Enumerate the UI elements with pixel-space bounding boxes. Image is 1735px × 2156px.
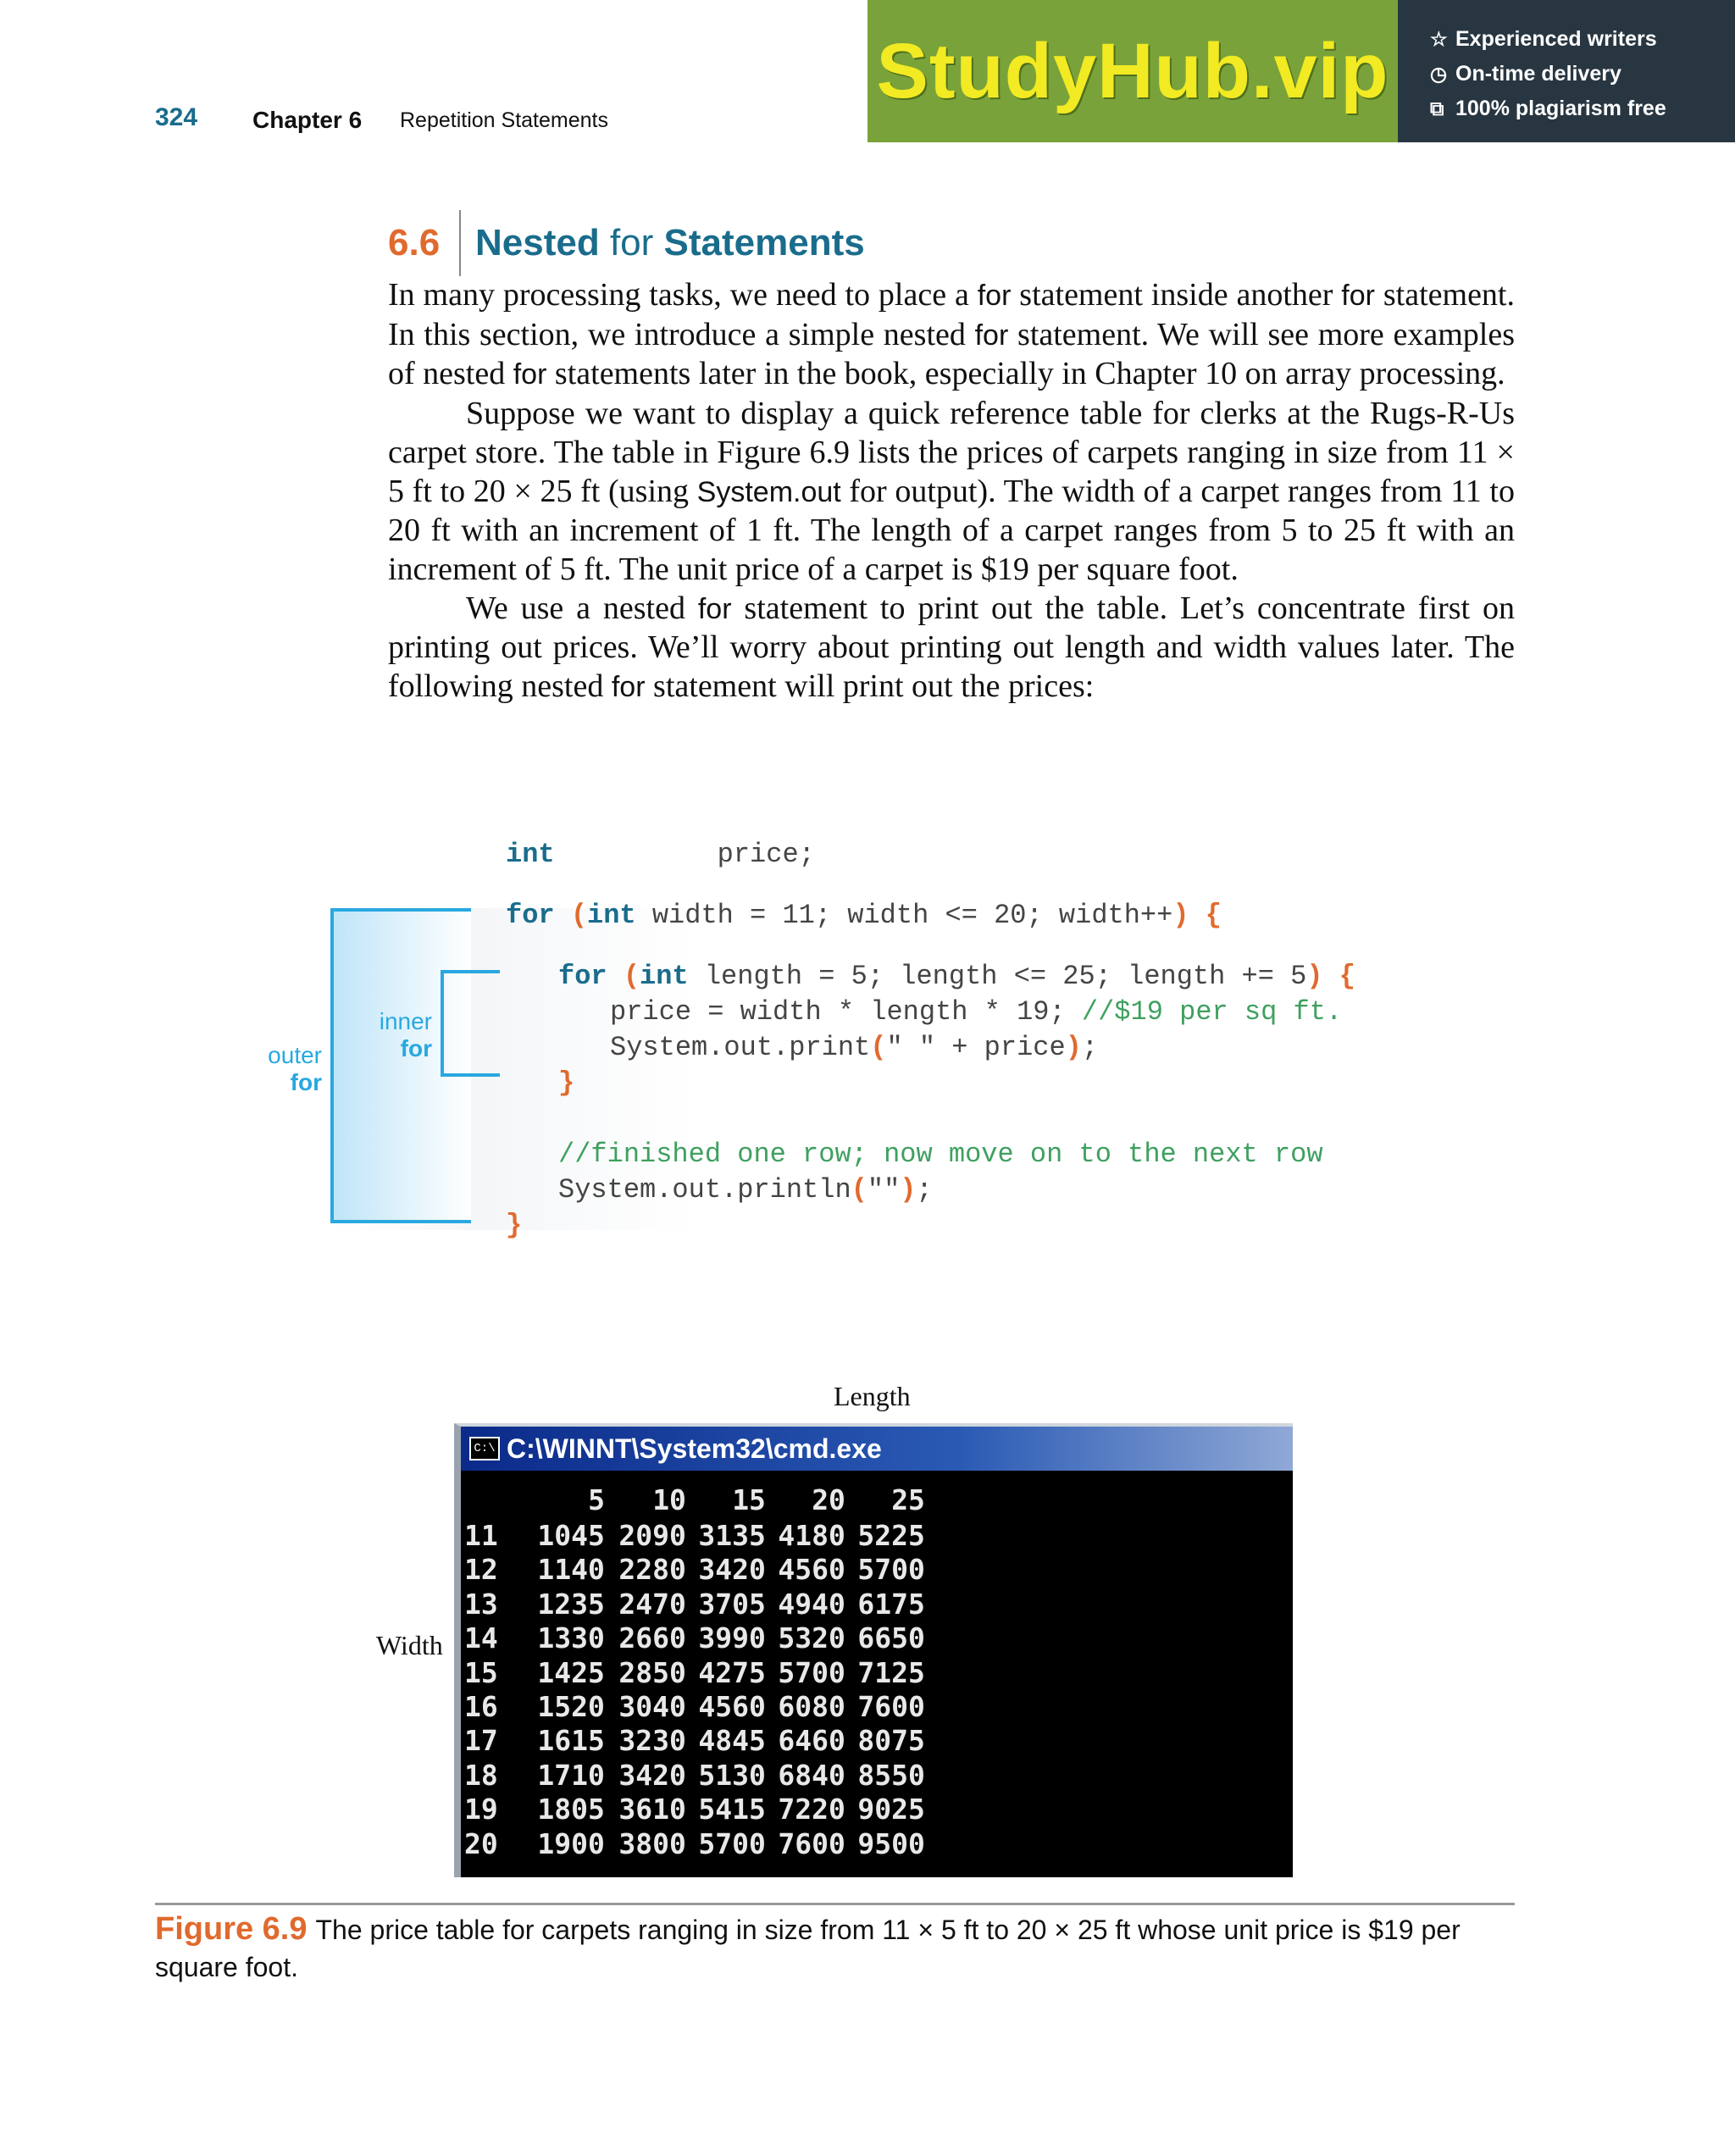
price-cell: 8550 xyxy=(857,1758,925,1792)
text-run: statement inside another xyxy=(1011,277,1342,313)
section-title xyxy=(475,222,865,264)
section-divider xyxy=(459,210,461,276)
price-cell: 3610 xyxy=(618,1793,686,1826)
price-cell: 7125 xyxy=(857,1655,925,1689)
code-text: ; xyxy=(1081,1032,1099,1063)
inner-label-text: inner xyxy=(379,1008,432,1034)
page-number: 324 xyxy=(155,103,198,131)
cmd-output xyxy=(461,1471,1293,1877)
price-cell: 4560 xyxy=(698,1690,766,1723)
price-cell: 3135 xyxy=(698,1519,766,1552)
code-kw: for xyxy=(506,900,555,931)
price-cell: 5130 xyxy=(698,1758,766,1792)
text-run: for output). The width of a carpet ranges from 11 to 20 ft with an increment of 1 ft. The length of a carpet ranges from 5 to 25 ft with an increment of 5 ft. The unit price of a carpet is $19 per square foot. xyxy=(388,473,1515,587)
clock-icon: ◷ xyxy=(1430,63,1448,85)
price-cell: 4180 xyxy=(778,1519,845,1552)
price-cell: 3800 xyxy=(618,1826,686,1860)
banner-feature-text: On-time delivery xyxy=(1455,62,1621,86)
price-cell: 5700 xyxy=(857,1553,925,1587)
text-run: In many processing tasks, we need to place a xyxy=(388,277,978,313)
code-punct: ( xyxy=(870,1032,887,1063)
banner-features xyxy=(1398,0,1735,142)
price-cell: 2090 xyxy=(618,1519,686,1552)
code-punct: ( xyxy=(851,1174,868,1205)
width-value: 12 xyxy=(464,1553,498,1587)
price-cell: 2470 xyxy=(618,1587,686,1621)
code-term: for xyxy=(977,280,1012,312)
caption-text: The price table for carpets ranging in size from 11 × 5 ft to 20 × 25 ft whose unit price is $19 per square foot. xyxy=(155,1915,1461,1982)
width-value: 15 xyxy=(464,1655,498,1689)
text-run: statement. We will see more examples of nested xyxy=(388,316,1515,392)
code-line-4 xyxy=(610,996,1342,1028)
section-number: 6.6 xyxy=(388,222,441,263)
text-run: statement. In this section, we introduce a simple nested xyxy=(388,277,1515,352)
price-cell: 2850 xyxy=(618,1655,686,1689)
code-kw: int xyxy=(640,961,689,992)
length-header: 20 xyxy=(812,1483,845,1516)
price-cell: 1900 xyxy=(537,1826,605,1860)
banner-feature-text: 100% plagiarism free xyxy=(1455,97,1666,120)
code-kw: int xyxy=(506,839,555,870)
price-cell: 1425 xyxy=(537,1655,605,1689)
length-axis-label: Length xyxy=(834,1381,911,1411)
figure-label: Figure 6.9 xyxy=(155,1911,308,1947)
width-value: 17 xyxy=(464,1724,498,1758)
code-line-6: } xyxy=(558,1067,575,1099)
code-punct: ) xyxy=(1065,1032,1082,1063)
paragraph-2 xyxy=(388,395,1515,590)
price-cell: 3705 xyxy=(698,1587,766,1621)
banner-brand-area[interactable] xyxy=(868,0,1398,142)
code-term: for xyxy=(974,319,1009,352)
price-cell: 5700 xyxy=(778,1655,845,1689)
code-term: System.out xyxy=(696,475,841,508)
width-value: 20 xyxy=(464,1826,498,1860)
code-line-3 xyxy=(558,961,1355,992)
price-cell: 5700 xyxy=(698,1826,766,1860)
code-term: for xyxy=(1341,280,1375,312)
code-listing xyxy=(0,830,1735,1241)
cmd-title-bar[interactable] xyxy=(461,1427,1293,1471)
banner-feature xyxy=(1430,57,1735,91)
width-value: 19 xyxy=(464,1793,498,1826)
code-punct: ) { xyxy=(1172,900,1222,931)
text-run: Suppose we want to display a quick reference table for clerks at the Rugs-R-Us carpet store. The table in Figure 6.9 lists the prices of carpets ranging in size from 11 × 5 ft to 20 × 25 ft (using xyxy=(388,396,1515,509)
code-term: for xyxy=(611,671,646,704)
price-cell: 5320 xyxy=(778,1621,845,1655)
code-punct: ( xyxy=(570,900,588,931)
code-text: System.out.println xyxy=(558,1174,851,1205)
code-text: length = 5; length <= 25; length += 5 xyxy=(688,961,1307,992)
banner-brand[interactable]: StudyHub.vip xyxy=(876,27,1389,114)
price-cell: 4845 xyxy=(698,1724,766,1758)
code-text: " " + price xyxy=(886,1032,1066,1063)
banner-feature xyxy=(1430,22,1735,57)
inner-label-kw: for xyxy=(400,1035,432,1061)
price-cell: 1330 xyxy=(537,1621,605,1655)
price-cell: 6840 xyxy=(778,1758,845,1792)
code-text: ; xyxy=(916,1174,933,1205)
code-term: for xyxy=(697,592,732,625)
code-line-8 xyxy=(558,1174,933,1205)
outer-label-text: outer xyxy=(268,1042,322,1068)
banner-feature-text: Experienced writers xyxy=(1455,27,1657,51)
text-run: statements later in the book, especially in Chapter 10 on array processing. xyxy=(546,356,1505,392)
price-cell: 1235 xyxy=(537,1587,605,1621)
chapter-title: Repetition Statements xyxy=(400,108,608,132)
outer-label-kw: for xyxy=(290,1069,322,1095)
terminal-icon: C:\ xyxy=(469,1437,500,1460)
figure-caption xyxy=(155,1910,1519,1986)
outer-for-label xyxy=(246,1042,322,1096)
code-kw: int xyxy=(587,900,636,931)
price-cell: 8075 xyxy=(857,1724,925,1758)
code-text: "" xyxy=(867,1174,901,1205)
price-cell: 1045 xyxy=(537,1519,605,1552)
width-axis-label: Width xyxy=(376,1630,443,1660)
price-cell: 3990 xyxy=(698,1621,766,1655)
code-punct: ) xyxy=(900,1174,917,1205)
copy-icon: ⧉ xyxy=(1430,97,1444,119)
code-comment: //finished one row; now move on to the next row xyxy=(558,1139,1323,1170)
price-cell: 9025 xyxy=(857,1793,925,1826)
code-kw: for xyxy=(558,961,607,992)
code-term: for xyxy=(513,358,547,391)
price-cell: 3230 xyxy=(618,1724,686,1758)
inner-for-bracket xyxy=(441,970,500,1077)
code-text: System.out.print xyxy=(610,1032,871,1063)
price-cell: 9500 xyxy=(857,1826,925,1860)
length-header: 15 xyxy=(732,1483,766,1516)
price-cell: 6080 xyxy=(778,1690,845,1723)
code-comment: //$19 per sq ft. xyxy=(1081,996,1343,1028)
section-title-b: for xyxy=(609,222,654,263)
price-cell: 5415 xyxy=(698,1793,766,1826)
cmd-window-title: C:\WINNT\System32\cmd.exe xyxy=(507,1433,882,1464)
paragraph-1 xyxy=(388,276,1515,395)
width-value: 18 xyxy=(464,1758,498,1792)
section-title-c: Statements xyxy=(663,222,865,263)
length-header: 25 xyxy=(891,1483,925,1516)
studyhub-banner[interactable] xyxy=(868,0,1735,142)
caption-rule xyxy=(155,1903,1515,1905)
price-cell: 2660 xyxy=(618,1621,686,1655)
code-line-1 xyxy=(506,839,815,870)
width-value: 16 xyxy=(464,1690,498,1723)
star-icon: ☆ xyxy=(1430,28,1448,50)
code-line-2 xyxy=(506,900,1222,931)
price-cell: 6175 xyxy=(857,1587,925,1621)
length-header: 5 xyxy=(588,1483,605,1516)
code-line-5 xyxy=(610,1032,1098,1063)
code-punct: ( xyxy=(623,961,640,992)
price-cell: 1520 xyxy=(537,1690,605,1723)
price-cell: 3420 xyxy=(698,1553,766,1587)
price-cell: 1615 xyxy=(537,1724,605,1758)
price-cell: 7600 xyxy=(857,1690,925,1723)
section-title-a: Nested xyxy=(475,222,600,263)
paragraph-3 xyxy=(388,590,1515,707)
price-cell: 7220 xyxy=(778,1793,845,1826)
code-text: width = 11; width <= 20; width++ xyxy=(635,900,1173,931)
price-cell: 7600 xyxy=(778,1826,845,1860)
price-cell: 4560 xyxy=(778,1553,845,1587)
code-line-7 xyxy=(558,1139,1323,1170)
price-cell: 1805 xyxy=(537,1793,605,1826)
width-value: 13 xyxy=(464,1587,498,1621)
body-text xyxy=(388,276,1515,707)
text-run: statement will print out the prices: xyxy=(645,668,1095,705)
length-header: 10 xyxy=(652,1483,686,1516)
price-cell: 3040 xyxy=(618,1690,686,1723)
code-line-9: } xyxy=(506,1210,523,1241)
text-run: statement to print out the table. Let’s concentrate first on printing out prices. We’ll worry about printing out length and width values later. The following nested xyxy=(388,590,1515,705)
code-punct: ) { xyxy=(1306,961,1355,992)
price-cell: 6460 xyxy=(778,1724,845,1758)
cmd-window xyxy=(454,1423,1293,1877)
price-cell: 3420 xyxy=(618,1758,686,1792)
inner-for-label xyxy=(356,1008,432,1062)
width-value: 11 xyxy=(464,1519,498,1552)
price-cell: 4940 xyxy=(778,1587,845,1621)
price-cell: 1140 xyxy=(537,1553,605,1587)
text-run: We use a nested xyxy=(466,590,698,626)
code-text: price; xyxy=(554,839,815,870)
code-text: price = width * length * 19; xyxy=(610,996,1082,1028)
price-cell: 1710 xyxy=(537,1758,605,1792)
width-value: 14 xyxy=(464,1621,498,1655)
price-cell: 6650 xyxy=(857,1621,925,1655)
price-cell: 2280 xyxy=(618,1553,686,1587)
banner-feature xyxy=(1430,91,1735,126)
chapter-label: Chapter 6 xyxy=(252,107,363,133)
price-cell: 4275 xyxy=(698,1655,766,1689)
price-cell: 5225 xyxy=(857,1519,925,1552)
